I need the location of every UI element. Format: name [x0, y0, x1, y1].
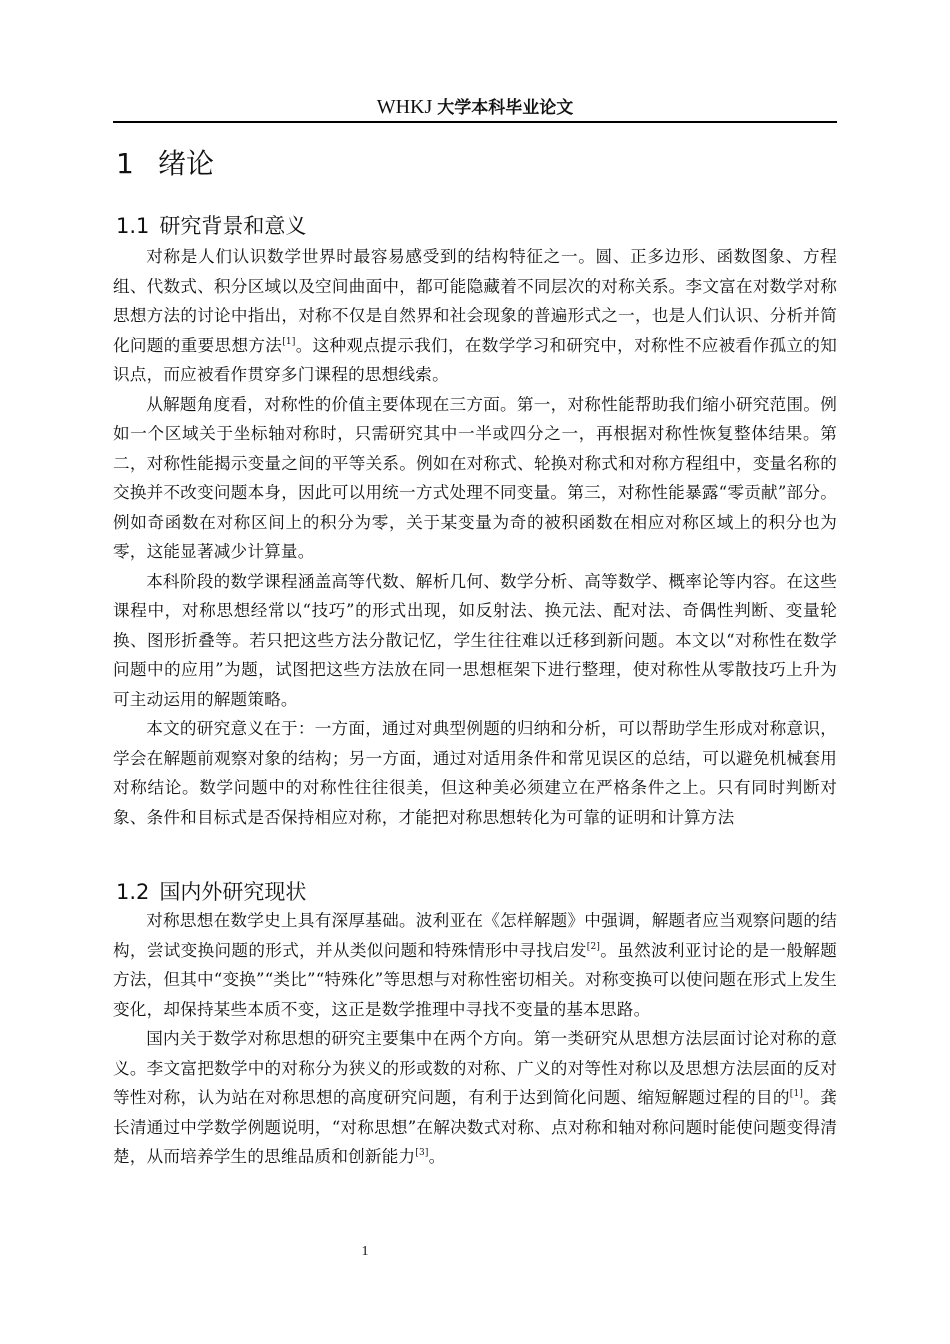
header-latin: WHKJ [376, 96, 433, 118]
section-title: 国内外研究现状 [159, 880, 307, 904]
running-header [113, 92, 837, 122]
paragraph-text: 对称是人们认识数学世界时最容易感受到的结构特征之一。圆、正多边形、函数图象、方程组、代数式、积分区域以及空间曲面中，都可能隐藏着不同层次的对称关系。李文富在对数学对称思想方法的讨论中指出，对称不仅是自然界和社会现象的普遍形式之一，也是人们认识、分析并简化问题的重要思想方法 [113, 247, 837, 355]
citation: [3] [415, 1148, 429, 1158]
paragraph [113, 567, 837, 715]
section-title: 研究背景和意义 [159, 214, 307, 238]
section-number: 1.1 [116, 214, 150, 238]
chapter-title: 绪论 [158, 147, 215, 180]
paragraph-text: 国内关于数学对称思想的研究主要集中在两个方向。第一类研究从思想方法层面讨论对称的意义。李文富把数学中的对称分为狭义的形或数的对称、广义的对等性对称以及思想方法层面的反对等性对称，认为站在对称思想的高度研究问题，有利于达到简化问题、缩短解题过程的目的 [113, 1029, 837, 1107]
paragraph [113, 242, 837, 390]
header-rule [113, 121, 837, 123]
paragraph-text: 从解题角度看，对称性的价值主要体现在三方面。第一，对称性能帮助我们缩小研究范围。例如一个区域关于坐标轴对称时，只需研究其中一半或四分之一，再根据对称性恢复整体结果。第二，对称性能揭示变量之间的平等关系。例如在对称式、轮换对称式和对称方程组中，变量名称的交换并不改变问题本身，因此可以用统一方式处理不同变量。第三，对称性能暴露“零贡献”部分。例如奇函数在对称区间上的积分为零，关于某变量为奇的被积函数在相应对称区域上的积分也为零，这能显著减少计算量。 [113, 394, 837, 561]
paragraph [113, 1024, 837, 1172]
section-body-1-1 [113, 242, 837, 832]
paragraph-text: 。 [428, 1147, 446, 1166]
paragraph [113, 390, 837, 567]
chapter-number: 1 [116, 147, 134, 180]
section-number: 1.2 [116, 880, 150, 904]
paragraph-text: 本文的研究意义在于：一方面，通过对典型例题的归纳和分析，可以帮助学生形成对称意识，学会在解题前观察对象的结构；另一方面，通过对适用条件和常见误区的总结，可以避免机械套用对称结论。数学问题中的对称性往往很美，但这种美必须建立在严格条件之上。只有同时判断对象、条件和目标式是否保持相应对称，才能把对称思想转化为可靠的证明和计算方法 [113, 719, 837, 827]
paragraph [113, 714, 837, 832]
paragraph [113, 906, 837, 1024]
citation: [1] [789, 1089, 804, 1099]
paragraph-text: 。这种观点提示我们，在数学学习和研究中，对称性不应被看作孤立的知识点，而应被看作贯穿多门课程的思想线索。 [113, 335, 837, 384]
section-body-1-2 [113, 906, 837, 1172]
section-heading-1-2 [116, 878, 306, 906]
paragraph-text: 。龚长清通过中学数学例题说明，“对称思想”在解决数式对称、点对称和轴对称问题时能使问题变得清楚，从而培养学生的思维品质和创新能力 [113, 1088, 837, 1166]
paragraph-text: 对称思想在数学史上具有深厚基础。波利亚在《怎样解题》中强调，解题者应当观察问题的结构，尝试变换问题的形式，并从类似问题和特殊情形中寻找启发 [113, 911, 837, 960]
paragraph-text: 。虽然波利亚讨论的是一般解题方法，但其中“变换”“类比”“特殊化”等思想与对称性密切相关。对称变换可以使问题在形式上发生变化，却保持某些本质不变，这正是数学推理中寻找不变量的基本思路。 [113, 940, 837, 1019]
citation: [1] [282, 336, 296, 347]
paragraph-text: 本科阶段的数学课程涵盖高等代数、解析几何、数学分析、高等数学、概率论等内容。在这些课程中，对称思想经常以“技巧”的形式出现，如反射法、换元法、配对法、奇偶性判断、变量轮换、图形折叠等。若只把这些方法分散记忆，学生往往难以迁移到新问题。本文以“对称性在数学问题中的应用”为题，试图把这些方法放在同一思想框架下进行整理，使对称性从零散技巧上升为可主动运用的解题策略。 [113, 571, 837, 709]
section-heading-1-1 [116, 212, 306, 240]
header-title: 大学本科毕业论文 [437, 98, 574, 118]
citation: [2] [586, 941, 601, 952]
chapter-heading [116, 144, 214, 184]
page-number: 1 [361, 1244, 369, 1259]
